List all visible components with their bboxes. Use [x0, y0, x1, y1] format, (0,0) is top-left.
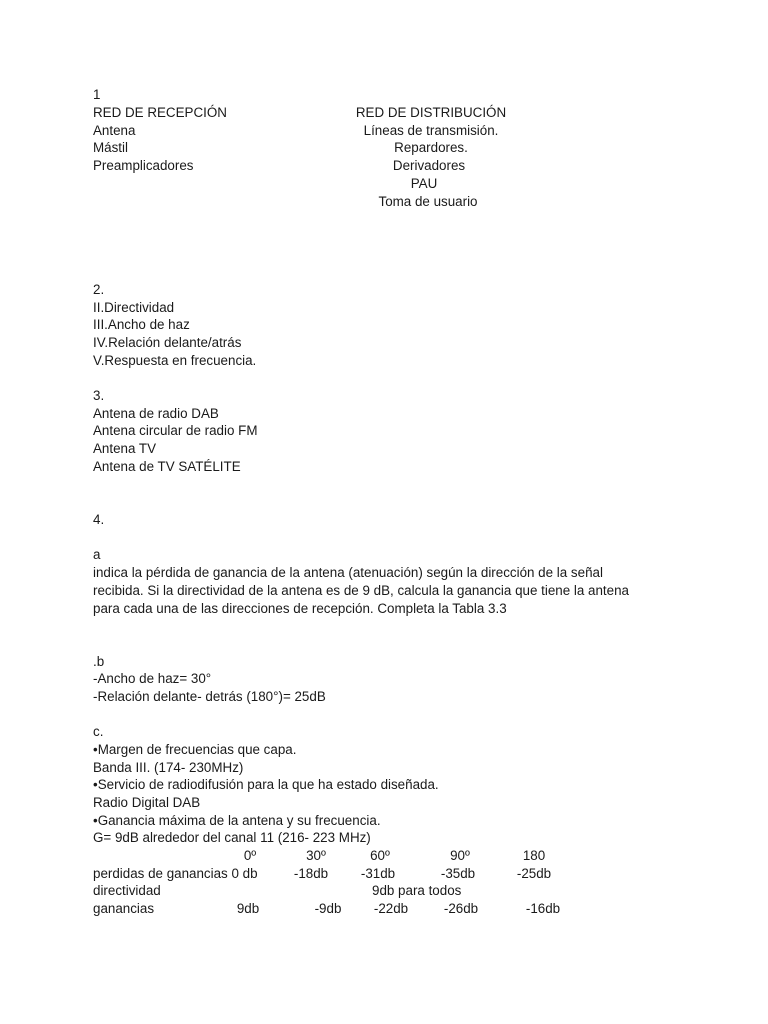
list-item: Antena de TV SATÉLITE — [93, 459, 241, 474]
table-header-cell: 30º — [306, 848, 326, 863]
table-cell: -18db — [293, 866, 329, 881]
part-b-text-line: -Ancho de haz= 30° — [93, 671, 212, 686]
list-item: IV.Relación delante/atrás — [93, 335, 242, 350]
table-cell: -22db — [373, 901, 409, 916]
part-a-text-line: recibida. Si la directividad de la antena es de 9 dB, calcula la ganancia que tiene la antena — [93, 583, 629, 598]
table-header-cell: 90º — [450, 848, 470, 863]
part-c-text-line: G= 9dB alrededor del canal 11 (216- 223 MHz) — [93, 830, 371, 845]
section-2-number: 2. — [93, 282, 105, 297]
distribution-item: Repardores. — [394, 140, 468, 155]
table-header-cell: 60º — [370, 848, 390, 863]
list-item: Antena TV — [93, 441, 157, 456]
part-b-text-line: -Relación delante- detrás (180°)= 25dB — [93, 689, 326, 704]
reception-item: Antena — [93, 123, 136, 138]
table-cell: 9db para todos — [372, 883, 462, 898]
part-c-label: c. — [93, 724, 104, 739]
table-row-label: perdidas de ganancias 0 db — [93, 866, 258, 881]
section-4-number: 4. — [93, 512, 105, 527]
part-a-label: a — [93, 547, 101, 562]
reception-item: Mástil — [93, 140, 128, 155]
part-c-text-line: Radio Digital DAB — [93, 795, 201, 810]
distribution-item: PAU — [410, 176, 438, 191]
part-b-label: .b — [93, 654, 105, 669]
distribution-network-title: RED DE DISTRIBUCIÓN — [355, 105, 507, 120]
table-row-label: directividad — [93, 883, 161, 898]
distribution-item: Líneas de transmisión. — [363, 123, 499, 138]
table-cell: -31db — [360, 866, 396, 881]
list-item: Antena de radio DAB — [93, 406, 219, 421]
part-c-text-line: Banda III. (174- 230MHz) — [93, 760, 244, 775]
table-cell: -35db — [440, 866, 476, 881]
reception-item: Preamplicadores — [93, 158, 194, 173]
distribution-item: Toma de usuario — [378, 194, 478, 209]
section-1-number: 1 — [93, 87, 101, 102]
part-c-text-line: •Ganancia máxima de la antena y su frecuencia. — [93, 813, 381, 828]
table-cell: -16db — [525, 901, 561, 916]
table-cell: -9db — [314, 901, 342, 916]
table-row-label: ganancias — [93, 901, 155, 916]
part-a-text-line: indica la pérdida de ganancia de la antena (atenuación) según la dirección de la señal — [93, 565, 603, 580]
part-c-text-line: •Servicio de radiodifusión para la que ha estado diseñada. — [93, 777, 439, 792]
table-header-cell: 0º — [243, 848, 257, 863]
list-item: II.Directividad — [93, 300, 175, 315]
table-cell: 9db — [236, 901, 260, 916]
part-a-text-line: para cada una de las direcciones de recepción. Completa la Tabla 3.3 — [93, 601, 507, 616]
part-c-text-line: •Margen de frecuencias que capa. — [93, 742, 297, 757]
table-cell: -25db — [516, 866, 552, 881]
table-header-cell: 180 — [522, 848, 546, 863]
list-item: Antena circular de radio FM — [93, 423, 258, 438]
reception-network-title: RED DE RECEPCIÓN — [93, 105, 227, 120]
list-item: V.Respuesta en frecuencia. — [93, 353, 257, 368]
section-3-number: 3. — [93, 388, 105, 403]
table-cell: -26db — [443, 901, 479, 916]
distribution-item: Derivadores — [392, 158, 466, 173]
list-item: III.Ancho de haz — [93, 317, 190, 332]
